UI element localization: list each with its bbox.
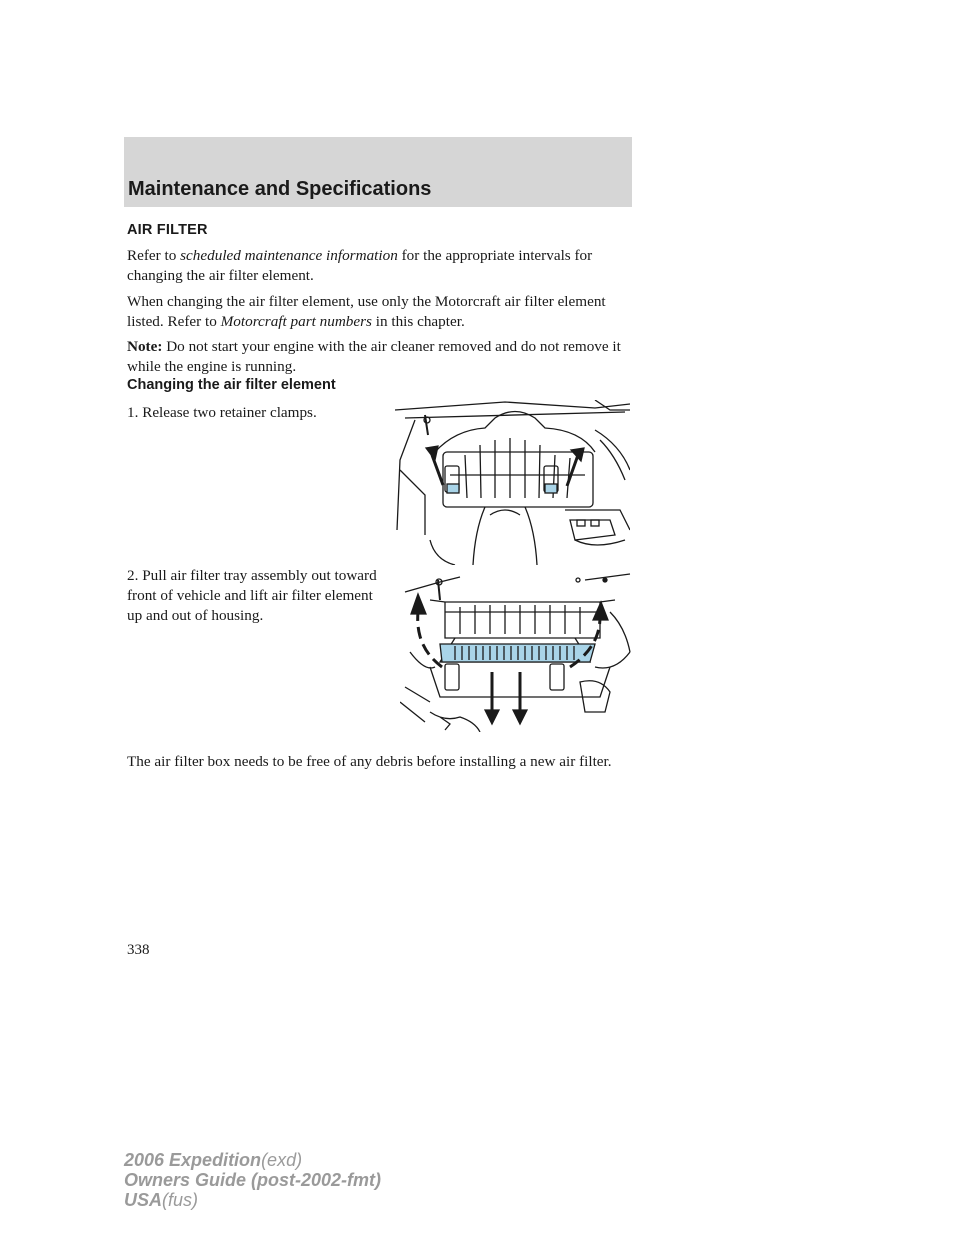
footer-guide: Owners Guide (post-2002-fmt) (124, 1170, 382, 1190)
footer-model-code: (exd) (261, 1150, 303, 1170)
p1-text-a: Refer to (127, 247, 181, 264)
figure-retainer-clamps (395, 400, 630, 565)
p1-text-b: for the appropriate intervals for changing the air filter element. (127, 247, 593, 284)
paragraph-motorcraft (127, 292, 627, 332)
page-number: 338 (127, 942, 150, 958)
p2-link-part-numbers: Motorcraft part numbers (220, 313, 372, 330)
step-2: 2. Pull air filter tray assembly out toward front of vehicle and lift air filter element up and out of housing. (127, 567, 377, 624)
note-label: Note: (127, 338, 163, 355)
footer-market: USA (124, 1190, 163, 1210)
note-text: Do not start your engine with the air cleaner removed and do not remove it while the engine is running. (127, 338, 621, 375)
step-1: 1. Release two retainer clamps. (127, 404, 317, 421)
document-footer (124, 1150, 381, 1210)
p2-text-b: in this chapter. (371, 313, 465, 330)
p2-text-a: When changing the air filter element, use only the Motorcraft air filter element listed. Refer to (127, 293, 606, 330)
footer-model: 2006 Expedition (124, 1150, 262, 1170)
procedure-title: Changing the air filter element (127, 377, 336, 393)
chapter-header (124, 137, 632, 207)
p1-link-scheduled-maintenance: scheduled maintenance information (180, 247, 398, 264)
note-paragraph (127, 337, 627, 377)
chapter-title: Maintenance and Specifications (128, 178, 432, 200)
figure-filter-tray-removal (400, 572, 635, 732)
section-title: AIR FILTER (127, 222, 208, 238)
paragraph-intervals (127, 246, 627, 286)
footer-market-code: (fus) (162, 1190, 199, 1210)
closing-paragraph: The air filter box needs to be free of any debris before installing a new air filter. (127, 753, 612, 770)
